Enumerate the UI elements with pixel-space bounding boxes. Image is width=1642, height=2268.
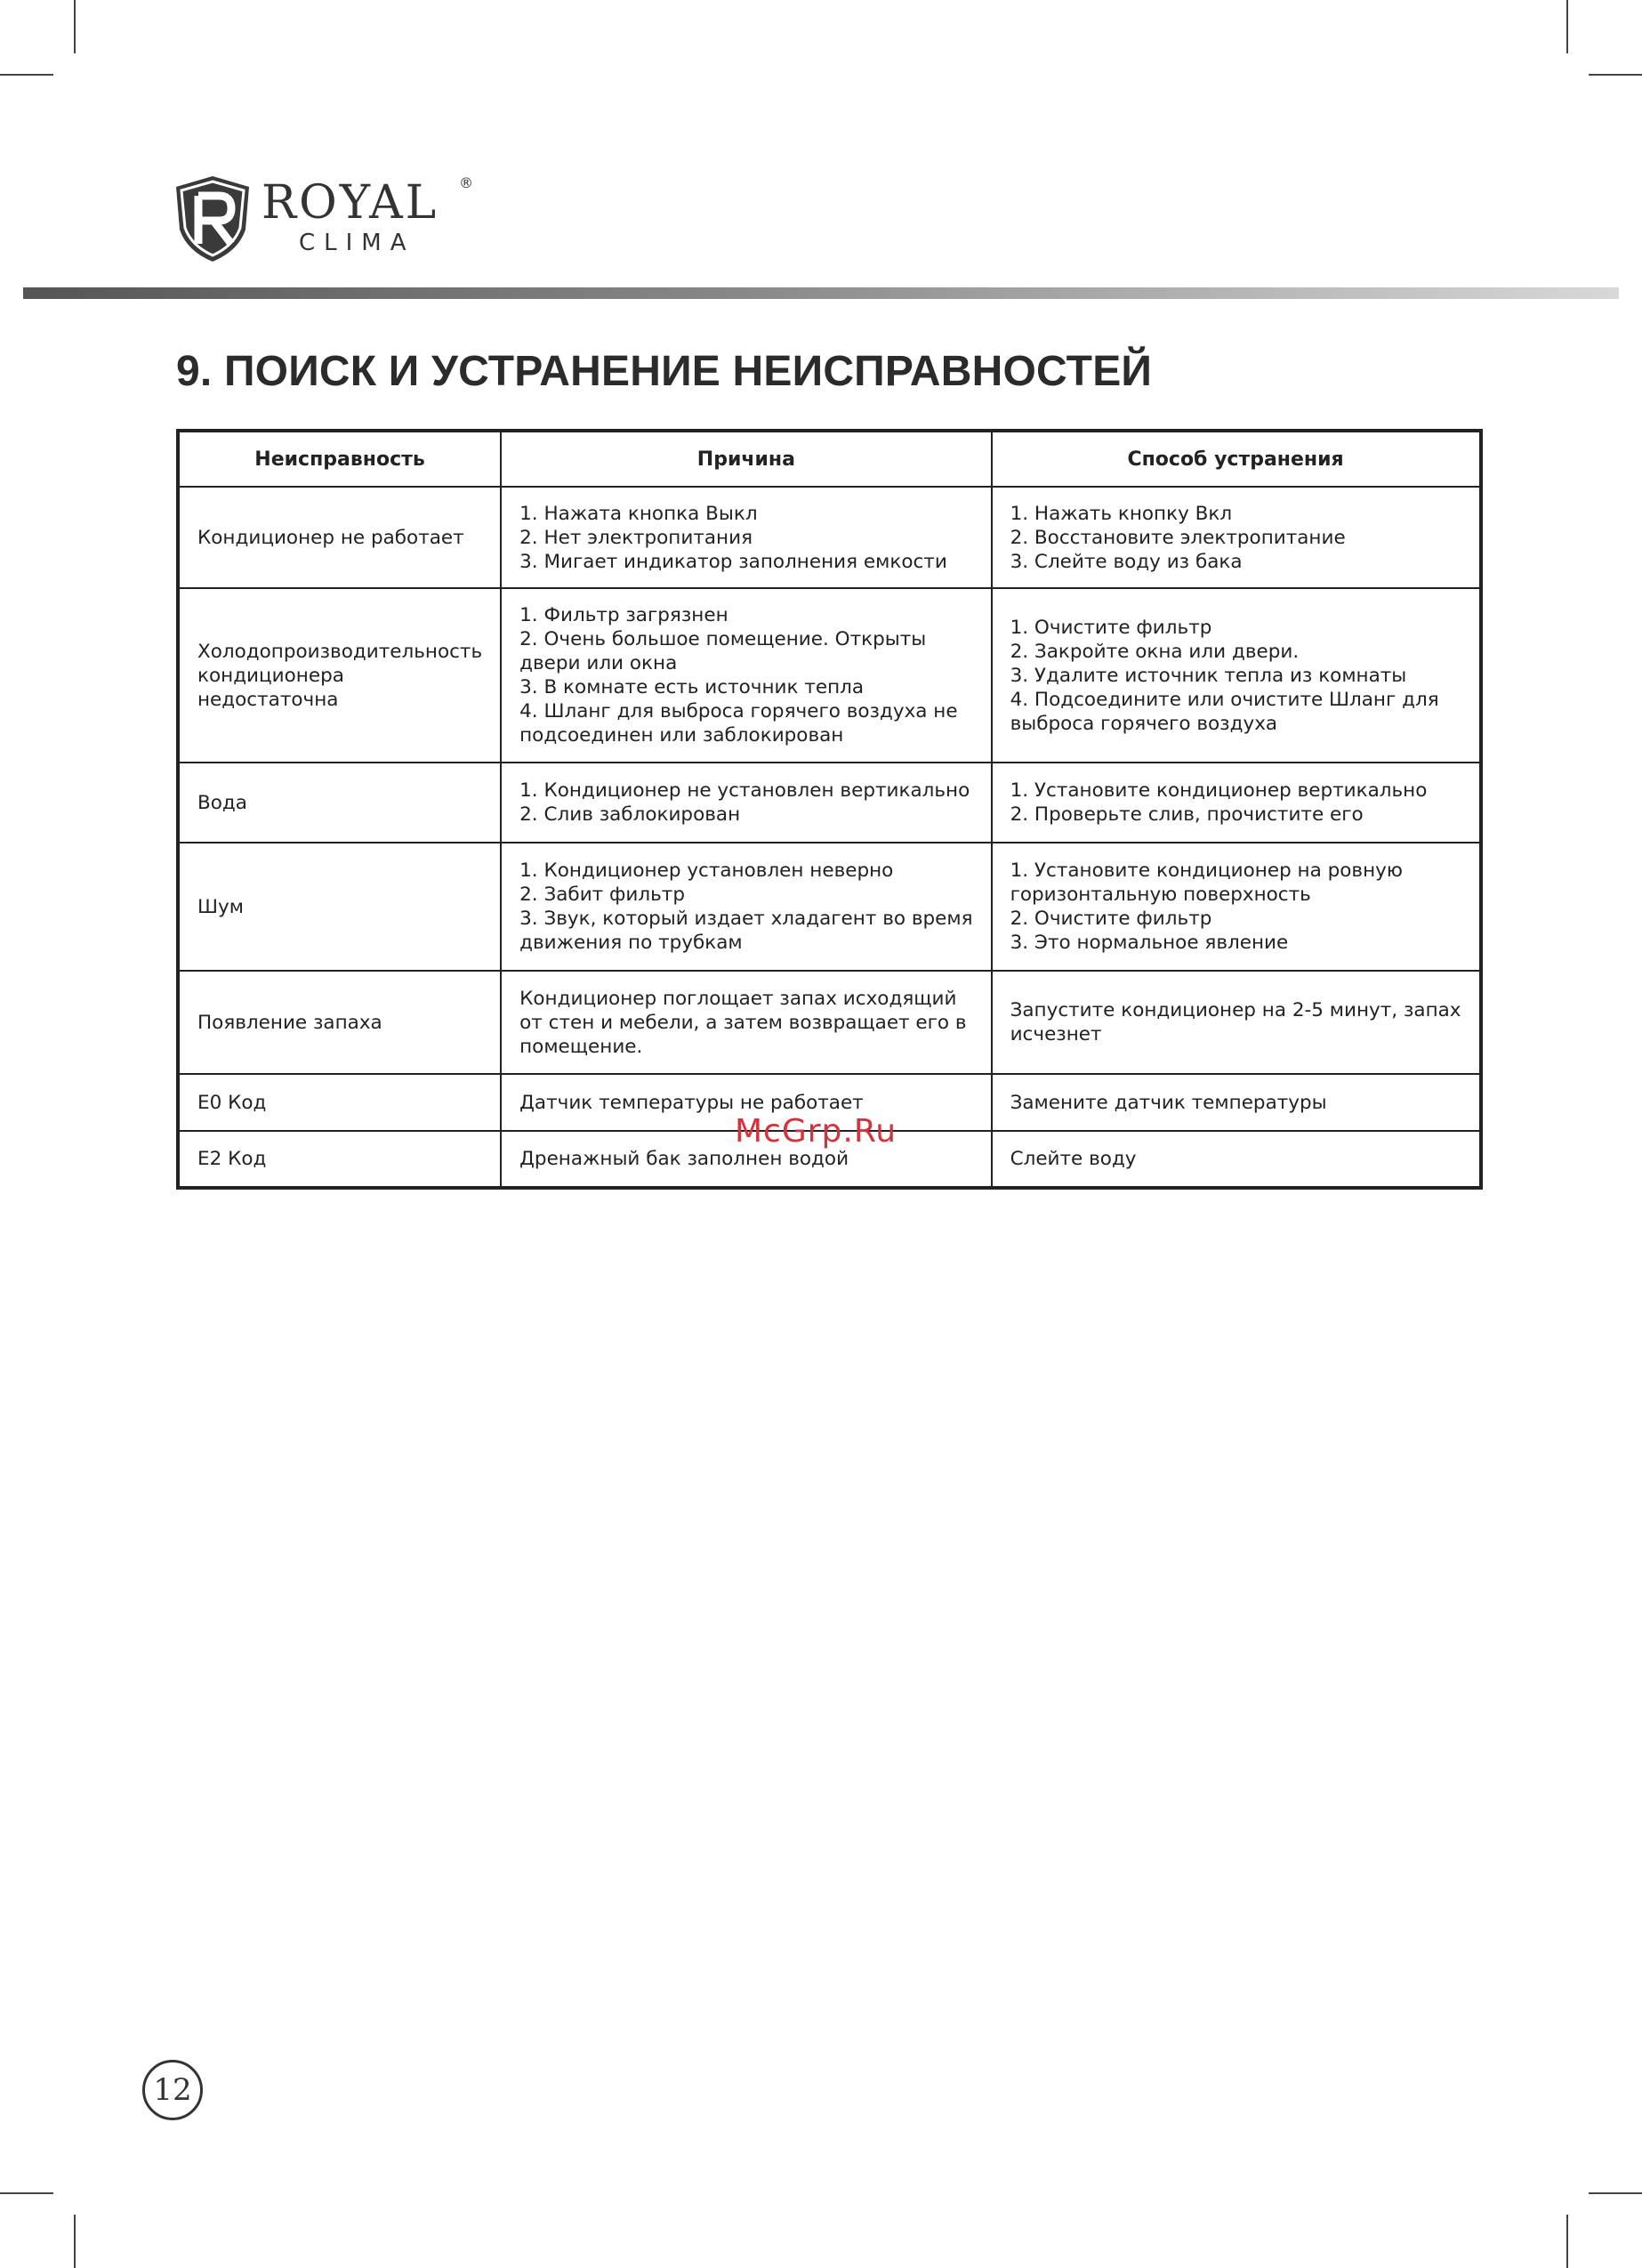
cause-cell (501, 588, 991, 763)
cell-line: 1. Нажать кнопку Вкл (1010, 502, 1233, 525)
cell-line: 2. Забит фильтр (519, 884, 685, 906)
cell-line: 3. Удалите источник тепла из комнаты (1010, 664, 1407, 687)
cause-cell (501, 763, 991, 843)
column-header: Способ устранения (992, 431, 1481, 487)
brand-logo (174, 174, 477, 267)
table-row (178, 843, 1481, 971)
cell-line: горизонтальную поверхность (1010, 884, 1311, 906)
crop-mark (74, 0, 76, 53)
crop-mark (1589, 74, 1642, 76)
cell-line: 1. Установите кондиционер вертикально (1010, 779, 1428, 802)
cell-line: 3. Мигает индикатор заполнения емкости (519, 550, 947, 573)
table-row (178, 588, 1481, 763)
table-header-row (178, 431, 1481, 487)
problem-cell (178, 487, 501, 588)
crop-mark (1589, 2192, 1642, 2194)
crop-mark (1566, 2215, 1568, 2268)
cell-line: Кондиционер поглощает запах исходящий (519, 987, 957, 1010)
cell-line: 1. Фильтр загрязнен (519, 604, 728, 626)
cell-line: подсоединен или заблокирован (519, 724, 844, 747)
problem-cell (178, 1131, 501, 1188)
cell-line: двери или окна (519, 652, 678, 674)
remedy-cell (992, 763, 1481, 843)
cell-line: Слейте воду (1010, 1148, 1137, 1170)
remedy-cell (992, 971, 1481, 1074)
cell-line: 2. Очень большое помещение. Открыты (519, 628, 927, 650)
crop-mark (74, 2215, 76, 2268)
page-number: 12 (142, 2060, 203, 2120)
cell-line: Запустите кондиционер на 2-5 минут, запах (1010, 999, 1461, 1021)
cell-line: 2. Проверьте слив, прочистите его (1010, 803, 1364, 826)
cell-line: 3. Слейте воду из бака (1010, 550, 1243, 573)
crop-mark (1566, 0, 1568, 53)
cell-line: 4. Шланг для выброса горячего воздуха не (519, 700, 958, 722)
remedy-cell (992, 1131, 1481, 1188)
table-row (178, 971, 1481, 1074)
cell-line: E2 Код (197, 1148, 267, 1170)
problem-cell (178, 971, 501, 1074)
cell-line: 2. Слив заблокирован (519, 803, 741, 826)
cell-line: Замените датчик температуры (1010, 1091, 1327, 1114)
column-header: Причина (501, 431, 991, 487)
brand-name: ROYAL (262, 176, 439, 230)
remedy-cell (992, 487, 1481, 588)
cell-line: 2. Восстановите электропитание (1010, 526, 1346, 549)
cell-line: Холодопроизводительность (197, 640, 483, 663)
cell-line: недостаточна (197, 688, 339, 711)
cell-line: исчезнет (1010, 1023, 1102, 1045)
crop-mark (0, 74, 53, 76)
problem-cell (178, 763, 501, 843)
cell-line: движения по трубкам (519, 932, 743, 954)
cell-line: кондиционера (197, 664, 344, 687)
cell-line: 2. Закройте окна или двери. (1010, 640, 1300, 663)
cause-cell (501, 843, 991, 971)
cell-line: от стен и мебели, а затем возвращает его в (519, 1011, 967, 1034)
cell-line: 3. Звук, который издает хладагент во время (519, 908, 973, 930)
cell-line: 4. Подсоедините или очистите Шланг для (1010, 688, 1439, 711)
table-row (178, 487, 1481, 588)
cell-line: Дренажный бак заполнен водой (519, 1148, 849, 1170)
cell-line: 3. Это нормальное явление (1010, 932, 1289, 954)
problem-cell (178, 843, 501, 971)
cell-line: 1. Кондиционер не установлен вертикально (519, 779, 970, 802)
column-header: Неисправность (178, 431, 501, 487)
cell-line: Появление запаха (197, 1011, 382, 1034)
remedy-cell (992, 1074, 1481, 1131)
remedy-cell (992, 843, 1481, 971)
remedy-cell (992, 588, 1481, 763)
cell-line: Датчик температуры не работает (519, 1091, 864, 1114)
watermark: McGrp.Ru (735, 1113, 897, 1150)
cell-line: 1. Очистите фильтр (1010, 616, 1212, 639)
cell-line: 2. Очистите фильтр (1010, 908, 1212, 930)
problem-cell (178, 1074, 501, 1131)
cell-line: 2. Нет электропитания (519, 526, 753, 549)
cell-line: 1. Кондиционер установлен неверно (519, 860, 894, 882)
shield-logo-icon (174, 174, 251, 263)
cause-cell (501, 971, 991, 1074)
registered-mark: ® (459, 174, 473, 191)
brand-sub: CLIMA (299, 230, 415, 256)
section-title: 9. ПОИСК И УСТРАНЕНИЕ НЕИСПРАВНОСТЕЙ (176, 348, 1153, 395)
cell-line: 1. Нажата кнопка Выкл (519, 502, 758, 525)
cell-line: выброса горячего воздуха (1010, 712, 1278, 735)
cause-cell (501, 487, 991, 588)
cell-line: Кондиционер не работает (197, 526, 464, 549)
problem-cell (178, 588, 501, 763)
cell-line: 1. Установите кондиционер на ровную (1010, 860, 1403, 882)
cell-line: помещение. (519, 1035, 643, 1058)
cell-line: Шум (197, 895, 244, 918)
crop-mark (0, 2192, 53, 2194)
cell-line: E0 Код (197, 1091, 267, 1114)
troubleshooting-table (176, 429, 1483, 1190)
cell-line: Вода (197, 791, 247, 814)
table-row (178, 763, 1481, 843)
header-rule (23, 287, 1619, 299)
cell-line: 3. В комнате есть источник тепла (519, 676, 865, 698)
